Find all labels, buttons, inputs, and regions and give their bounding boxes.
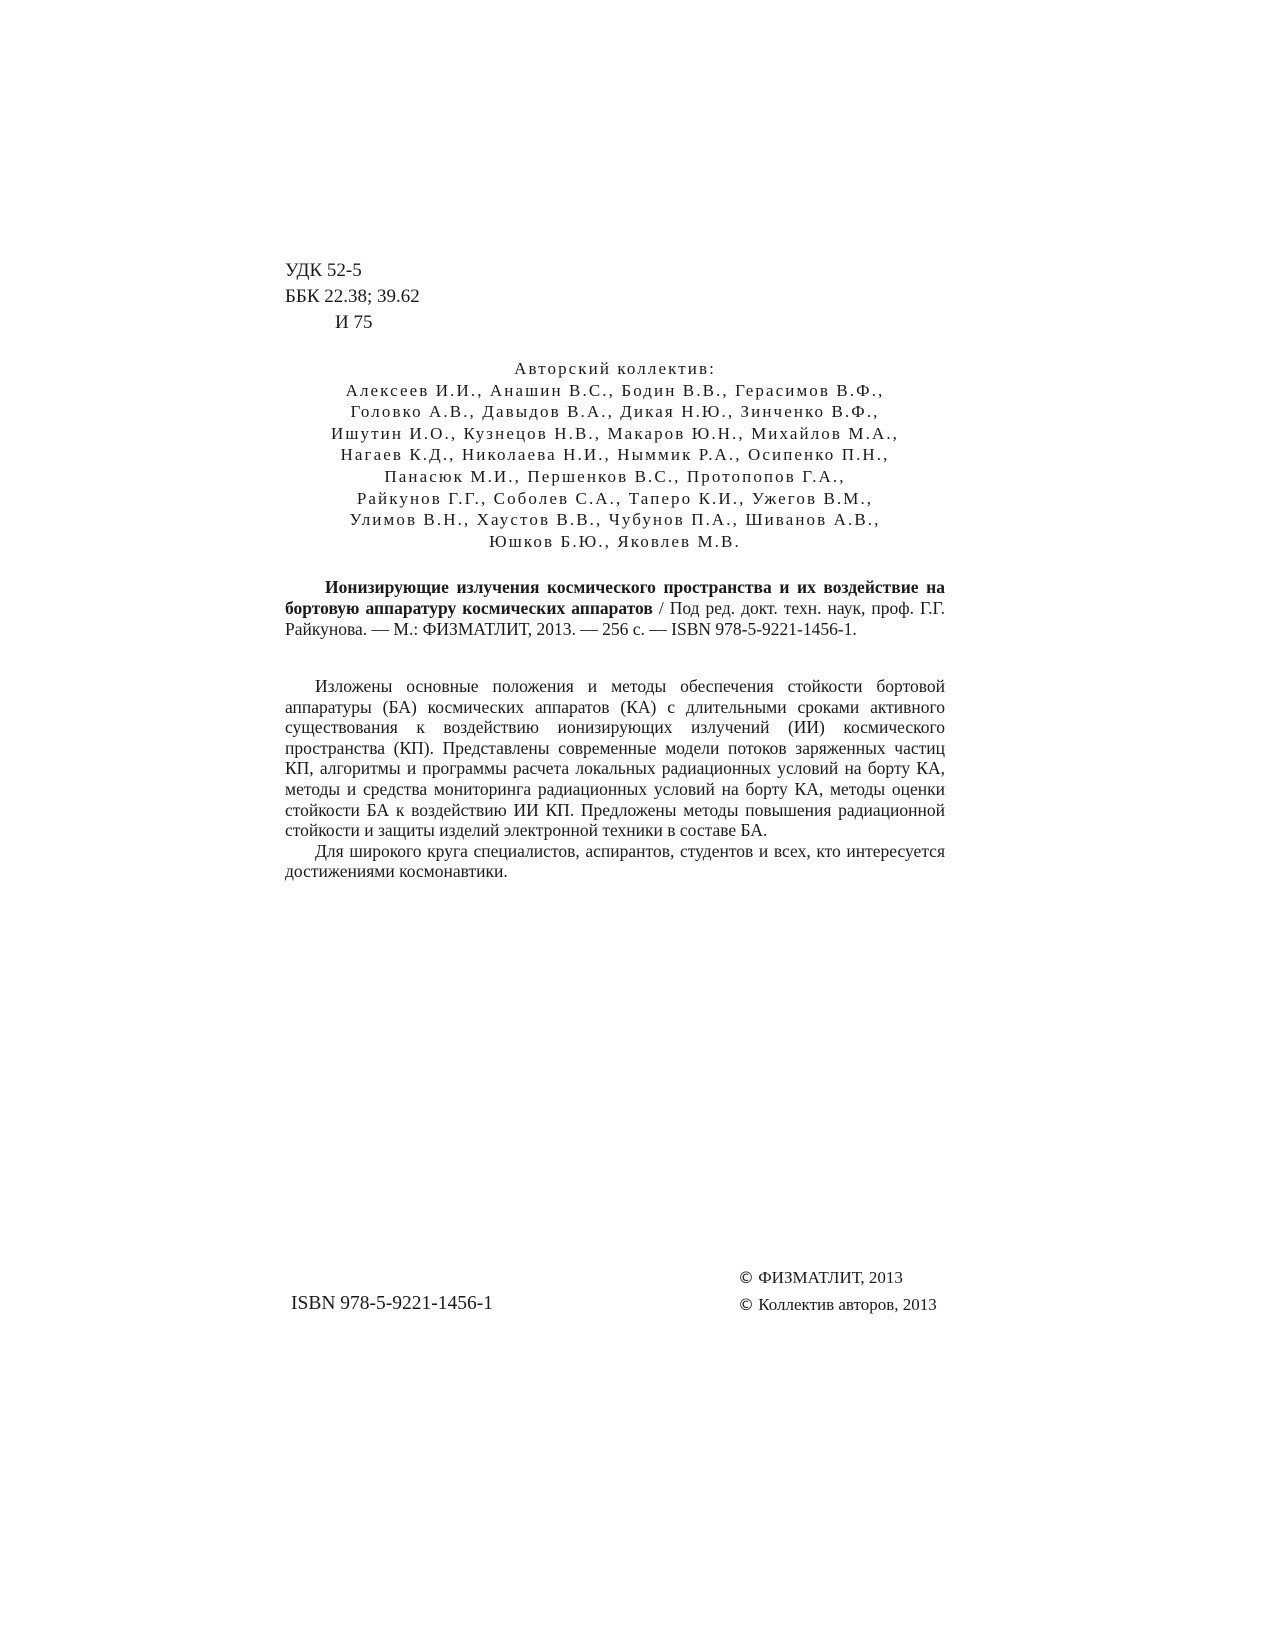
- authors-line: Ишутин И.О., Кузнецов Н.В., Макаров Ю.Н., Михайлов М.А.,: [330, 423, 900, 443]
- authors-line: Головко А.В., Давыдов В.А., Дикая Н.Ю., Зинченко В.Ф.,: [350, 402, 880, 422]
- copyright-icon: ©: [738, 1295, 754, 1314]
- citation-details: / Под ред. докт. техн. наук, проф. Г.Г. Райкунова. — М.: ФИЗМАТЛИТ, 2013. — 256 с. — ISBN 978-5-9221-1456-1.: [285, 598, 945, 639]
- authors-line: Алексеев И.И., Анашин В.С., Бодин В.В., Герасимов В.Ф.,: [345, 380, 885, 400]
- abstract-paragraph: Изложены основные положения и методы обеспечения стойкости бортовой аппаратуры (БА) космических аппаратов (КА) с длительными сроками активного существования к воздействию ионизирующих излучений (ИИ) космического пространства (КП). Представлены современные модели потоков заряженных частиц КП, алгоритмы и программы расчета локальных радиационных условий на борту КА, методы и средства мониторинга радиационных условий на борту КА, методы оценки стойкости БА к воздействию ИИ КП. Предложены методы повышения радиационной стойкости и защиты изделий электронной техники в составе БА.: [285, 676, 945, 841]
- authors-line: Панасюк М.И., Першенков В.С., Протопопов Г.А.,: [384, 466, 846, 486]
- authors-line: Улимов В.Н., Хаустов В.В., Чубунов П.А., Шиванов А.В.,: [349, 510, 881, 530]
- copyright-authors: Коллектив авторов, 2013: [758, 1295, 937, 1314]
- authors-line: Райкунов Г.Г., Соболев С.А., Таперо К.И., Ужегов В.М.,: [356, 488, 874, 508]
- classification-codes: [285, 258, 420, 336]
- authors-line: Юшков Б.Ю., Яковлев М.В.: [489, 531, 741, 551]
- copyright-publisher: ФИЗМАТЛИТ, 2013: [758, 1268, 903, 1287]
- audience-paragraph: Для широкого круга специалистов, аспирантов, студентов и всех, кто интересуется достижениями космонавтики.: [285, 840, 945, 882]
- isbn: ISBN 978-5-9221-1456-1: [291, 1293, 494, 1314]
- book-abstract: [285, 676, 945, 882]
- udk-code: УДК 52-5: [285, 260, 362, 281]
- copyright-notices: [738, 1264, 937, 1318]
- copyright-authors-line: [738, 1291, 937, 1318]
- author-mark: И 75: [335, 312, 373, 333]
- authors-line: Нагаев К.Д., Николаева Н.И., Ныммик Р.А., Осипенко П.Н.,: [340, 445, 890, 465]
- copyright-icon: ©: [738, 1268, 754, 1287]
- bbk-code: ББК 22.38; 39.62: [285, 286, 420, 307]
- book-title: Ионизирующие излучения космического пространства и их воздействие на бортовую аппаратуру космических аппаратов: [285, 577, 945, 618]
- copyright-publisher-line: [738, 1264, 937, 1291]
- author-collective: [285, 358, 945, 552]
- authors-heading: Авторский коллектив:: [514, 359, 716, 378]
- bibliographic-citation: [285, 577, 945, 640]
